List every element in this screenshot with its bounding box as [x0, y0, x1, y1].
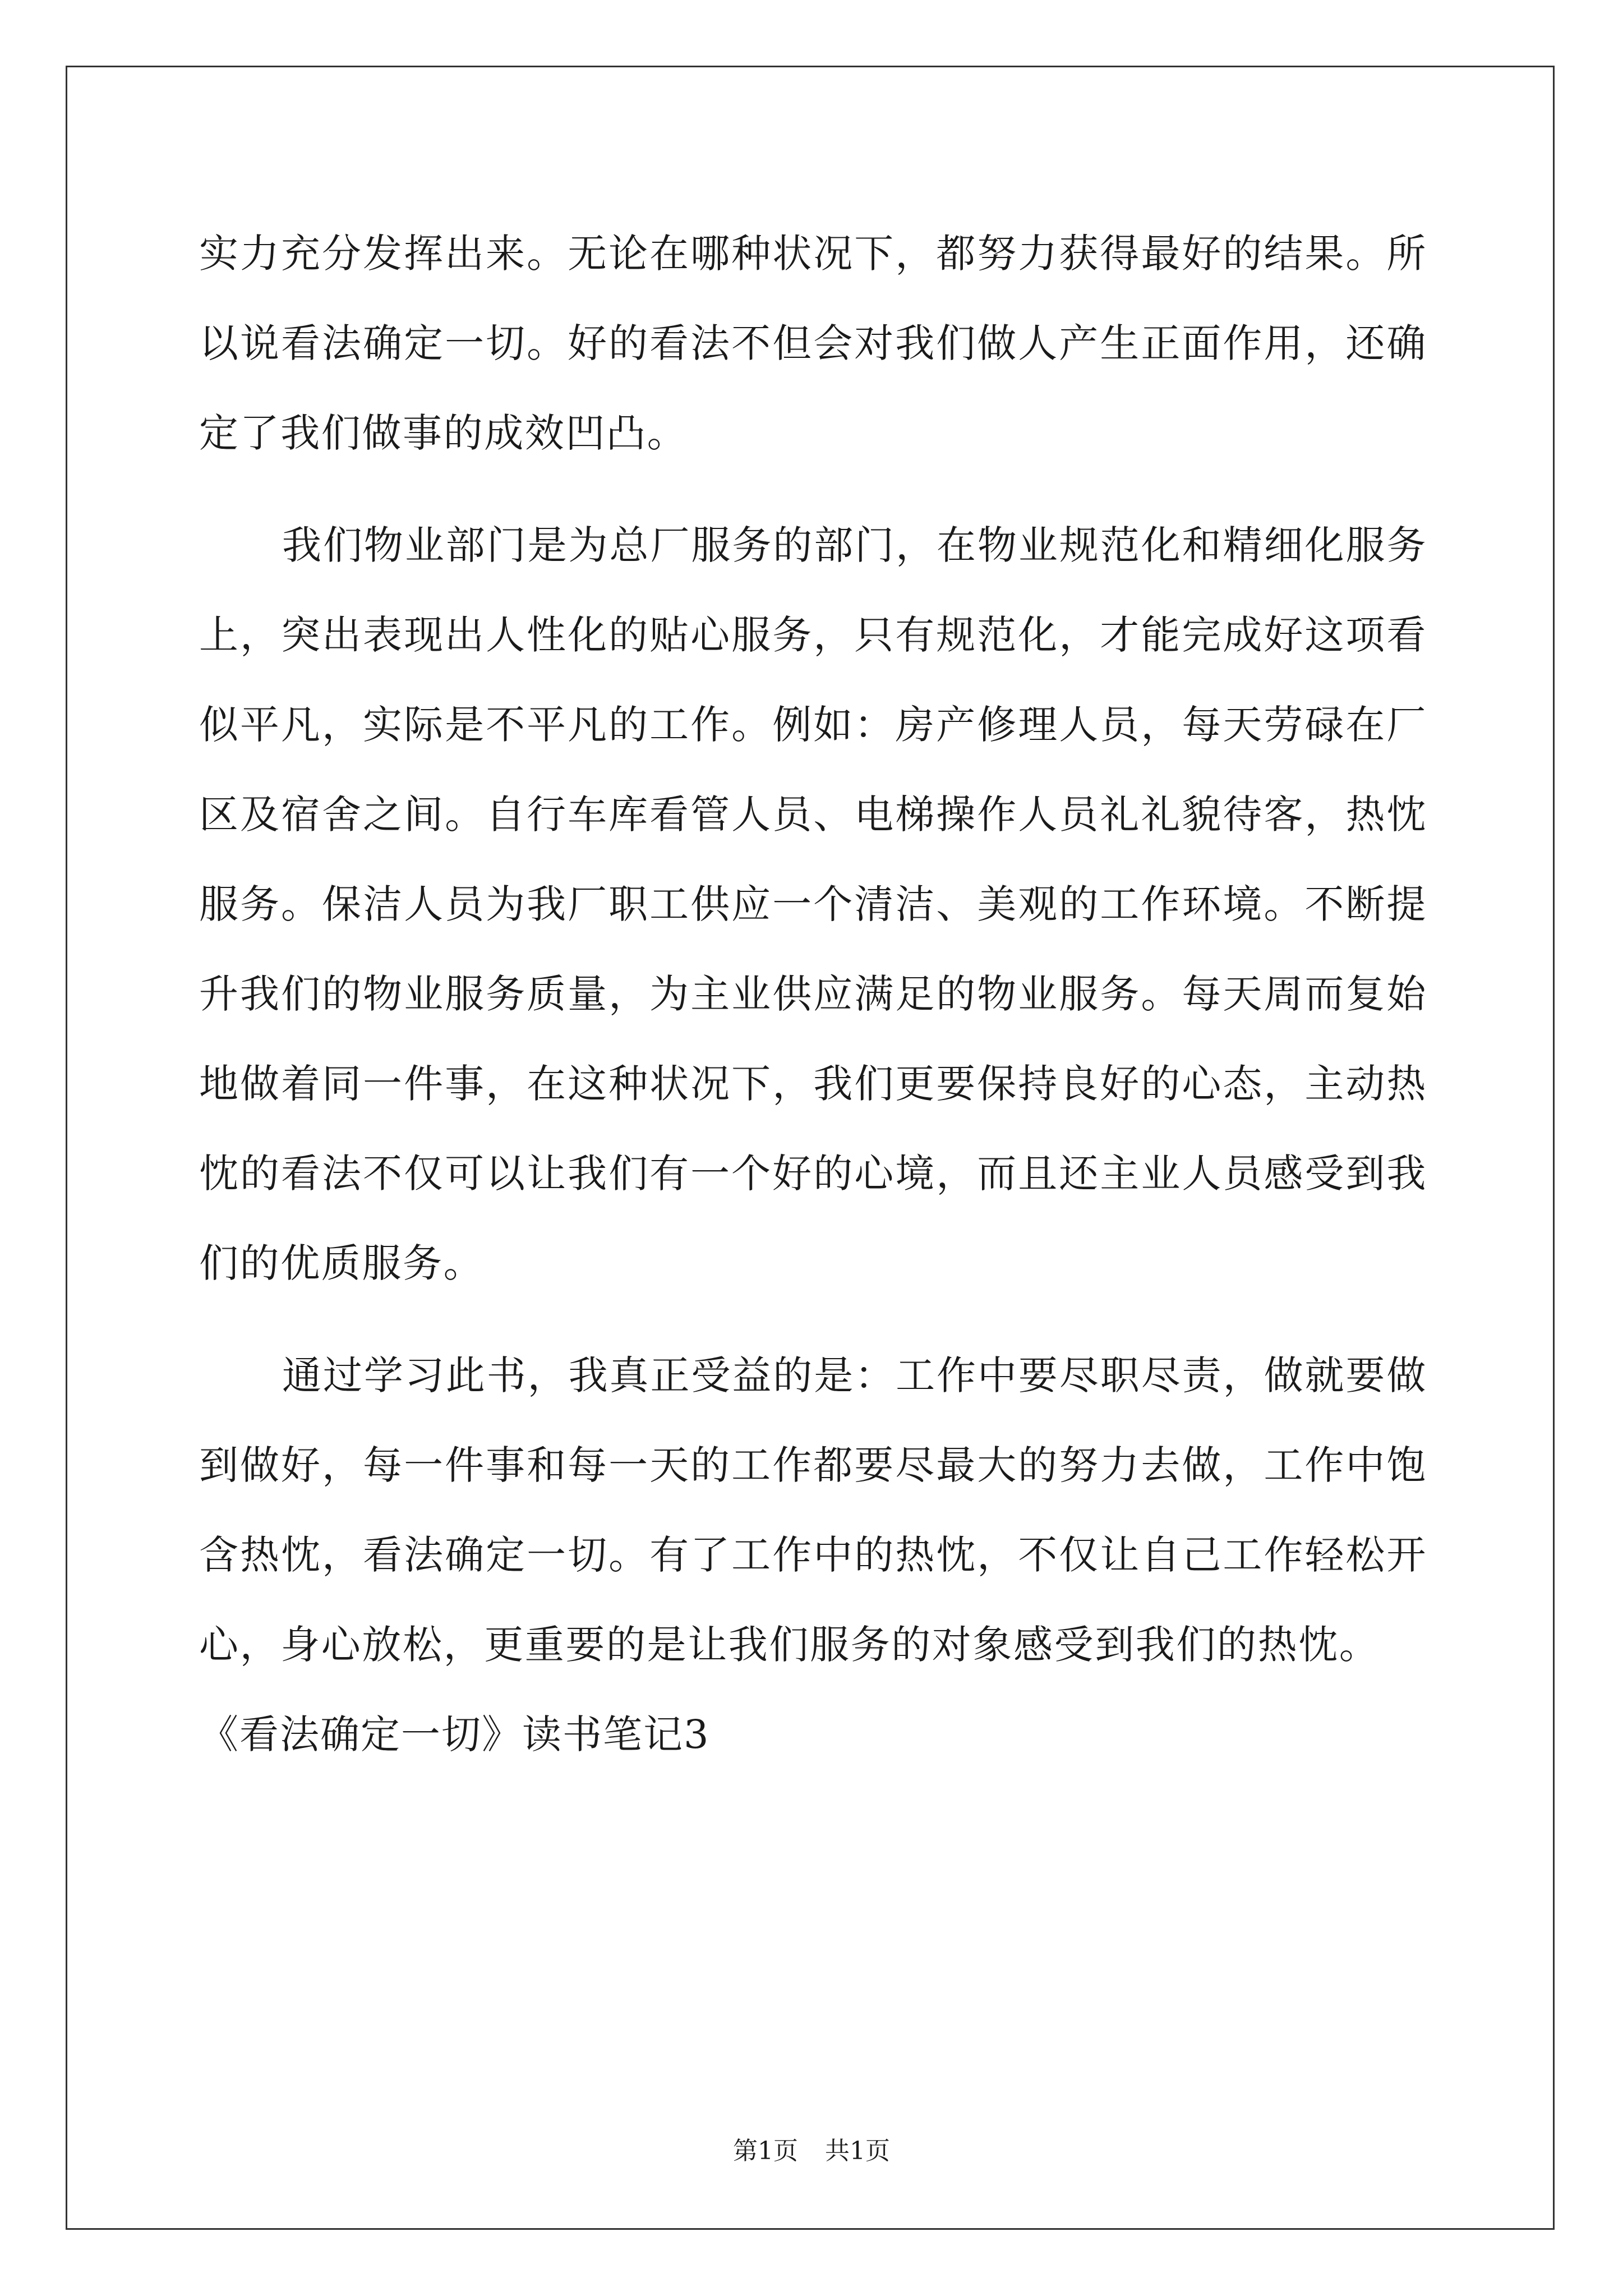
page-footer	[0, 2131, 1623, 2166]
text-line: 实力充分发挥出来。无论在哪种状况下，都努力获得最好的结果。所	[199, 231, 1427, 277]
text-line: 含热忱，看法确定一切。有了工作中的热忱，不仅让自己工作轻松开	[199, 1532, 1427, 1578]
text-line: 似平凡，实际是不平凡的工作。例如：房产修理人员，每天劳碌在厂	[199, 702, 1427, 748]
text-line: 服务。保洁人员为我厂职工供应一个清洁、美观的工作环境。不断提	[199, 881, 1427, 927]
section-heading: 《看法确定一切》读书笔记3	[199, 1711, 710, 1757]
paragraph	[199, 209, 1427, 478]
text-line: 心，身心放松，更重要的是让我们服务的对象感受到我们的热忱。	[199, 1622, 1380, 1668]
paragraph	[199, 500, 1427, 1308]
page-total: 共1页	[825, 2137, 890, 2165]
document-body	[199, 209, 1427, 1779]
page-number: 第1页	[733, 2137, 798, 2165]
text-line: 定了我们做事的成效凹凸。	[199, 410, 688, 456]
text-line: 以说看法确定一切。好的看法不但会对我们做人产生正面作用，还确	[199, 320, 1427, 366]
paragraph	[199, 1331, 1427, 1690]
text-line: 我们物业部门是为总厂服务的部门，在物业规范化和精细化服务	[282, 522, 1427, 568]
text-line: 上，突出表现出人性化的贴心服务，只有规范化，才能完成好这项看	[199, 612, 1427, 658]
text-line: 地做着同一件事，在这种状况下，我们更要保持良好的心态，主动热	[199, 1061, 1427, 1107]
text-line: 们的优质服务。	[199, 1240, 485, 1286]
text-line: 到做好，每一件事和每一天的工作都要尽最大的努力去做，工作中饱	[199, 1442, 1427, 1488]
text-line: 区及宿舍之间。自行车库看管人员、电梯操作人员礼礼貌待客，热忱	[199, 792, 1427, 838]
text-line: 升我们的物业服务质量，为主业供应满足的物业服务。每天周而复始	[199, 971, 1427, 1017]
text-line: 忱的看法不仅可以让我们有一个好的心境，而且还主业人员感受到我	[199, 1151, 1427, 1197]
text-line: 通过学习此书，我真正受益的是：工作中要尽职尽责，做就要做	[282, 1352, 1427, 1398]
